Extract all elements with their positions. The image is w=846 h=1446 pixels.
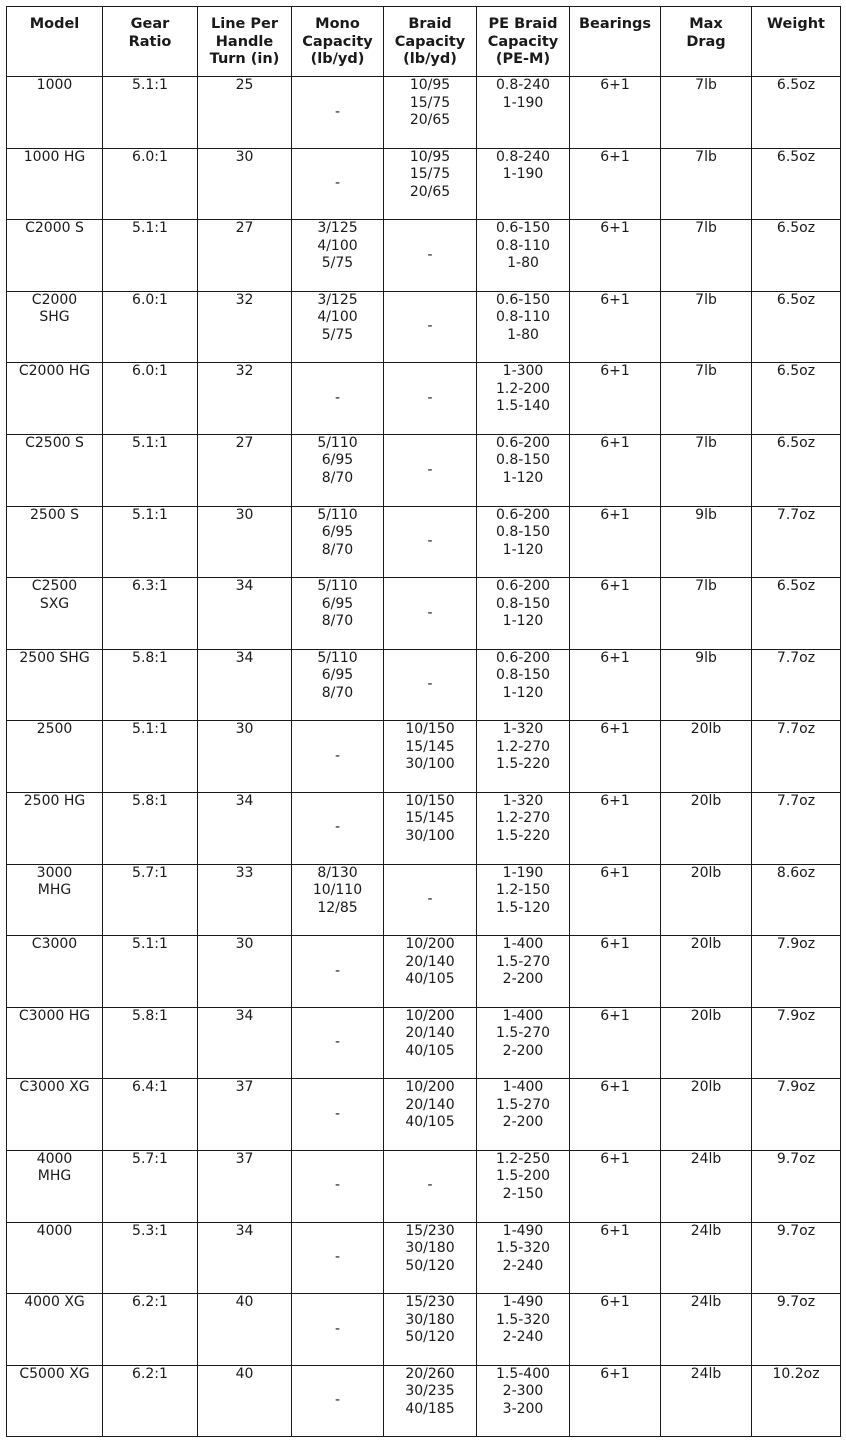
cell-line-per-turn: 30 <box>198 506 292 578</box>
cell-gear-ratio: 5.3:1 <box>103 1222 198 1294</box>
cell-model: C2000 S <box>7 220 103 292</box>
cell-model: C2000 HG <box>7 363 103 435</box>
cell-model: 4000 MHG <box>7 1150 103 1222</box>
cell-bearings: 6+1 <box>570 220 661 292</box>
cell-pe: 1-400 1.5-270 2-200 <box>477 936 570 1008</box>
cell-braid: - <box>384 363 477 435</box>
cell-model: 2500 S <box>7 506 103 578</box>
cell-model: 2500 SHG <box>7 649 103 721</box>
cell-line-per-turn: 37 <box>198 1079 292 1151</box>
cell-line-per-turn: 32 <box>198 363 292 435</box>
cell-gear-ratio: 5.7:1 <box>103 1150 198 1222</box>
cell-pe: 0.6-150 0.8-110 1-80 <box>477 220 570 292</box>
table-row <box>7 148 841 220</box>
cell-pe: 1.2-250 1.5-200 2-150 <box>477 1150 570 1222</box>
cell-braid: 10/150 15/145 30/100 <box>384 721 477 793</box>
cell-model: 4000 XG <box>7 1294 103 1366</box>
table-row <box>7 1365 841 1437</box>
column-header-weight: Weight <box>752 7 841 77</box>
cell-pe: 1.5-400 2-300 3-200 <box>477 1365 570 1437</box>
table-header <box>7 7 841 77</box>
column-header-model: Model <box>7 7 103 77</box>
cell-bearings: 6+1 <box>570 1007 661 1079</box>
cell-gear-ratio: 6.0:1 <box>103 148 198 220</box>
table-row <box>7 649 841 721</box>
cell-mono: - <box>292 792 384 864</box>
cell-weight: 6.5oz <box>752 148 841 220</box>
cell-pe: 0.6-200 0.8-150 1-120 <box>477 649 570 721</box>
cell-bearings: 6+1 <box>570 1365 661 1437</box>
cell-braid: - <box>384 220 477 292</box>
cell-max-drag: 20lb <box>661 1079 752 1151</box>
table-row <box>7 363 841 435</box>
cell-model: 1000 <box>7 77 103 149</box>
cell-bearings: 6+1 <box>570 434 661 506</box>
cell-model: C2000 SHG <box>7 291 103 363</box>
table-row <box>7 434 841 506</box>
cell-pe: 1-300 1.2-200 1.5-140 <box>477 363 570 435</box>
cell-line-per-turn: 27 <box>198 434 292 506</box>
cell-mono: 5/110 6/95 8/70 <box>292 578 384 650</box>
cell-bearings: 6+1 <box>570 1150 661 1222</box>
cell-pe: 1-490 1.5-320 2-240 <box>477 1222 570 1294</box>
cell-mono: - <box>292 77 384 149</box>
cell-mono: 5/110 6/95 8/70 <box>292 434 384 506</box>
cell-mono: - <box>292 1007 384 1079</box>
spec-table <box>6 6 841 1437</box>
cell-weight: 9.7oz <box>752 1294 841 1366</box>
cell-braid: - <box>384 434 477 506</box>
cell-weight: 6.5oz <box>752 220 841 292</box>
cell-weight: 7.9oz <box>752 1007 841 1079</box>
table-row <box>7 220 841 292</box>
cell-max-drag: 9lb <box>661 506 752 578</box>
cell-mono: 3/125 4/100 5/75 <box>292 291 384 363</box>
cell-max-drag: 20lb <box>661 864 752 936</box>
cell-max-drag: 24lb <box>661 1294 752 1366</box>
table-row <box>7 721 841 793</box>
cell-braid: 10/200 20/140 40/105 <box>384 936 477 1008</box>
cell-mono: 5/110 6/95 8/70 <box>292 506 384 578</box>
cell-gear-ratio: 5.1:1 <box>103 936 198 1008</box>
cell-gear-ratio: 5.1:1 <box>103 434 198 506</box>
cell-bearings: 6+1 <box>570 936 661 1008</box>
cell-braid: - <box>384 291 477 363</box>
cell-bearings: 6+1 <box>570 721 661 793</box>
cell-pe: 0.8-240 1-190 <box>477 148 570 220</box>
cell-line-per-turn: 34 <box>198 649 292 721</box>
cell-gear-ratio: 6.0:1 <box>103 363 198 435</box>
cell-weight: 6.5oz <box>752 77 841 149</box>
cell-weight: 8.6oz <box>752 864 841 936</box>
cell-line-per-turn: 32 <box>198 291 292 363</box>
cell-max-drag: 24lb <box>661 1222 752 1294</box>
cell-mono: - <box>292 1150 384 1222</box>
cell-weight: 6.5oz <box>752 291 841 363</box>
cell-gear-ratio: 6.3:1 <box>103 578 198 650</box>
cell-braid: - <box>384 864 477 936</box>
cell-mono: 5/110 6/95 8/70 <box>292 649 384 721</box>
cell-bearings: 6+1 <box>570 1294 661 1366</box>
cell-model: 2500 <box>7 721 103 793</box>
cell-max-drag: 24lb <box>661 1150 752 1222</box>
cell-max-drag: 20lb <box>661 1007 752 1079</box>
cell-bearings: 6+1 <box>570 148 661 220</box>
cell-model: C3000 HG <box>7 1007 103 1079</box>
cell-max-drag: 7lb <box>661 578 752 650</box>
cell-max-drag: 24lb <box>661 1365 752 1437</box>
cell-mono: - <box>292 1365 384 1437</box>
cell-bearings: 6+1 <box>570 864 661 936</box>
cell-gear-ratio: 5.7:1 <box>103 864 198 936</box>
cell-gear-ratio: 5.1:1 <box>103 721 198 793</box>
table-row <box>7 936 841 1008</box>
cell-line-per-turn: 34 <box>198 1222 292 1294</box>
column-header-braid: Braid Capacity (lb/yd) <box>384 7 477 77</box>
table-row <box>7 506 841 578</box>
column-header-max-drag: Max Drag <box>661 7 752 77</box>
cell-max-drag: 7lb <box>661 363 752 435</box>
cell-pe: 0.6-150 0.8-110 1-80 <box>477 291 570 363</box>
table-row <box>7 1150 841 1222</box>
cell-gear-ratio: 5.8:1 <box>103 792 198 864</box>
cell-max-drag: 20lb <box>661 721 752 793</box>
cell-model: 1000 HG <box>7 148 103 220</box>
cell-model: C3000 <box>7 936 103 1008</box>
table-body <box>7 77 841 1437</box>
table-row <box>7 1007 841 1079</box>
cell-weight: 6.5oz <box>752 578 841 650</box>
cell-pe: 1-400 1.5-270 2-200 <box>477 1079 570 1151</box>
cell-weight: 7.9oz <box>752 936 841 1008</box>
cell-gear-ratio: 5.1:1 <box>103 506 198 578</box>
column-header-line-per-turn: Line Per Handle Turn (in) <box>198 7 292 77</box>
cell-weight: 9.7oz <box>752 1150 841 1222</box>
cell-weight: 6.5oz <box>752 434 841 506</box>
cell-line-per-turn: 30 <box>198 721 292 793</box>
cell-gear-ratio: 6.2:1 <box>103 1365 198 1437</box>
table-row <box>7 1079 841 1151</box>
cell-model: C5000 XG <box>7 1365 103 1437</box>
cell-braid: 15/230 30/180 50/120 <box>384 1294 477 1366</box>
cell-pe: 1-190 1.2-150 1.5-120 <box>477 864 570 936</box>
cell-mono: - <box>292 1079 384 1151</box>
cell-braid: - <box>384 506 477 578</box>
cell-weight: 7.7oz <box>752 721 841 793</box>
cell-pe: 1-490 1.5-320 2-240 <box>477 1294 570 1366</box>
cell-gear-ratio: 5.8:1 <box>103 649 198 721</box>
cell-line-per-turn: 34 <box>198 1007 292 1079</box>
cell-mono: - <box>292 363 384 435</box>
cell-braid: 10/95 15/75 20/65 <box>384 77 477 149</box>
header-row <box>7 7 841 77</box>
cell-max-drag: 20lb <box>661 936 752 1008</box>
cell-max-drag: 20lb <box>661 792 752 864</box>
cell-braid: - <box>384 649 477 721</box>
column-header-pe: PE Braid Capacity (PE-M) <box>477 7 570 77</box>
table-row <box>7 77 841 149</box>
cell-line-per-turn: 30 <box>198 936 292 1008</box>
cell-line-per-turn: 33 <box>198 864 292 936</box>
cell-braid: 20/260 30/235 40/185 <box>384 1365 477 1437</box>
cell-line-per-turn: 34 <box>198 578 292 650</box>
table-row <box>7 291 841 363</box>
cell-model: C2500 SXG <box>7 578 103 650</box>
cell-braid: - <box>384 578 477 650</box>
cell-max-drag: 7lb <box>661 291 752 363</box>
cell-max-drag: 7lb <box>661 220 752 292</box>
cell-pe: 0.6-200 0.8-150 1-120 <box>477 578 570 650</box>
cell-bearings: 6+1 <box>570 792 661 864</box>
cell-max-drag: 9lb <box>661 649 752 721</box>
table-row <box>7 1222 841 1294</box>
cell-weight: 6.5oz <box>752 363 841 435</box>
cell-mono: - <box>292 721 384 793</box>
cell-mono: 8/130 10/110 12/85 <box>292 864 384 936</box>
column-header-mono: Mono Capacity (lb/yd) <box>292 7 384 77</box>
cell-bearings: 6+1 <box>570 506 661 578</box>
column-header-bearings: Bearings <box>570 7 661 77</box>
cell-weight: 7.7oz <box>752 649 841 721</box>
cell-line-per-turn: 37 <box>198 1150 292 1222</box>
cell-line-per-turn: 40 <box>198 1294 292 1366</box>
cell-braid: 15/230 30/180 50/120 <box>384 1222 477 1294</box>
cell-bearings: 6+1 <box>570 1222 661 1294</box>
cell-model: 3000 MHG <box>7 864 103 936</box>
cell-braid: 10/95 15/75 20/65 <box>384 148 477 220</box>
cell-model: C3000 XG <box>7 1079 103 1151</box>
cell-pe: 1-320 1.2-270 1.5-220 <box>477 721 570 793</box>
cell-weight: 7.9oz <box>752 1079 841 1151</box>
cell-model: 2500 HG <box>7 792 103 864</box>
cell-bearings: 6+1 <box>570 77 661 149</box>
cell-gear-ratio: 5.1:1 <box>103 220 198 292</box>
cell-bearings: 6+1 <box>570 363 661 435</box>
cell-braid: - <box>384 1150 477 1222</box>
cell-line-per-turn: 40 <box>198 1365 292 1437</box>
table-row <box>7 792 841 864</box>
cell-weight: 10.2oz <box>752 1365 841 1437</box>
cell-weight: 7.7oz <box>752 506 841 578</box>
table-row <box>7 578 841 650</box>
cell-max-drag: 7lb <box>661 434 752 506</box>
cell-gear-ratio: 5.8:1 <box>103 1007 198 1079</box>
cell-model: 4000 <box>7 1222 103 1294</box>
cell-gear-ratio: 6.2:1 <box>103 1294 198 1366</box>
cell-gear-ratio: 6.4:1 <box>103 1079 198 1151</box>
cell-pe: 1-320 1.2-270 1.5-220 <box>477 792 570 864</box>
cell-bearings: 6+1 <box>570 291 661 363</box>
cell-line-per-turn: 34 <box>198 792 292 864</box>
cell-pe: 0.6-200 0.8-150 1-120 <box>477 434 570 506</box>
table-row <box>7 1294 841 1366</box>
cell-max-drag: 7lb <box>661 77 752 149</box>
cell-gear-ratio: 6.0:1 <box>103 291 198 363</box>
cell-mono: - <box>292 1222 384 1294</box>
cell-gear-ratio: 5.1:1 <box>103 77 198 149</box>
cell-mono: - <box>292 1294 384 1366</box>
cell-mono: - <box>292 148 384 220</box>
cell-line-per-turn: 25 <box>198 77 292 149</box>
cell-pe: 0.6-200 0.8-150 1-120 <box>477 506 570 578</box>
cell-bearings: 6+1 <box>570 649 661 721</box>
cell-model: C2500 S <box>7 434 103 506</box>
cell-pe: 0.8-240 1-190 <box>477 77 570 149</box>
cell-weight: 7.7oz <box>752 792 841 864</box>
cell-max-drag: 7lb <box>661 148 752 220</box>
cell-bearings: 6+1 <box>570 578 661 650</box>
cell-braid: 10/200 20/140 40/105 <box>384 1007 477 1079</box>
cell-weight: 9.7oz <box>752 1222 841 1294</box>
cell-mono: 3/125 4/100 5/75 <box>292 220 384 292</box>
cell-bearings: 6+1 <box>570 1079 661 1151</box>
table-row <box>7 864 841 936</box>
cell-pe: 1-400 1.5-270 2-200 <box>477 1007 570 1079</box>
cell-mono: - <box>292 936 384 1008</box>
cell-line-per-turn: 27 <box>198 220 292 292</box>
column-header-gear-ratio: Gear Ratio <box>103 7 198 77</box>
cell-braid: 10/200 20/140 40/105 <box>384 1079 477 1151</box>
cell-line-per-turn: 30 <box>198 148 292 220</box>
cell-braid: 10/150 15/145 30/100 <box>384 792 477 864</box>
